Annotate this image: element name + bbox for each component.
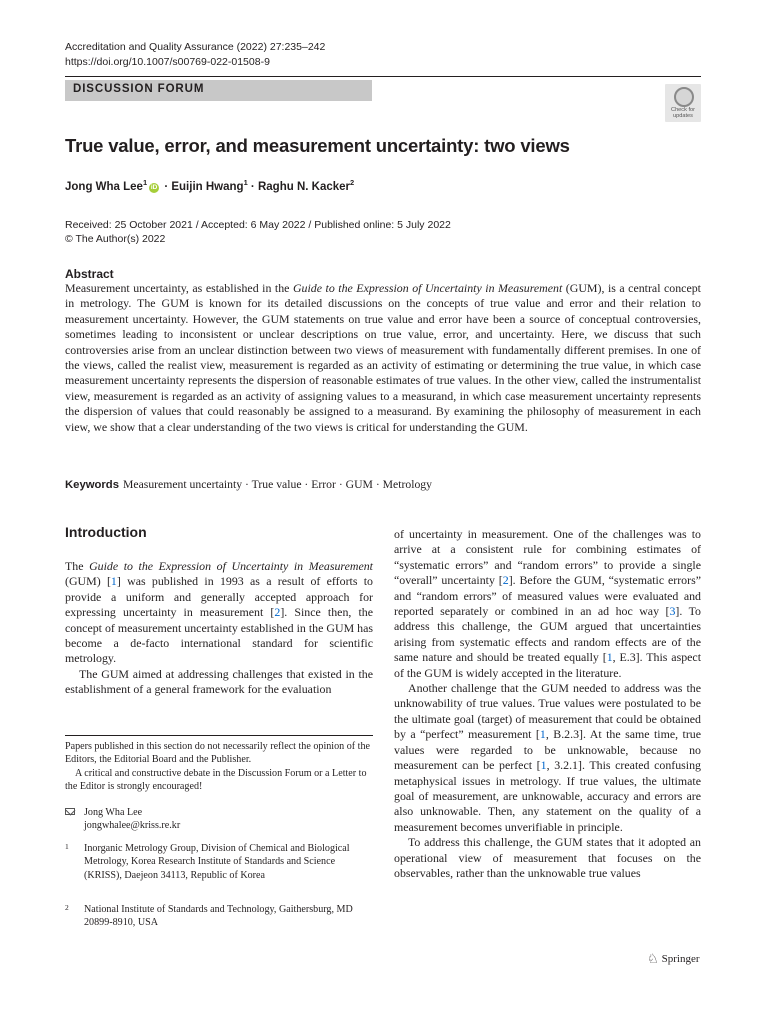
section-label: DISCUSSION FORUM	[73, 83, 205, 95]
author-name[interactable]: Euijin Hwang	[171, 180, 244, 193]
intro-paragraph	[394, 681, 701, 835]
contact-name: Jong Wha Lee	[84, 807, 143, 818]
author-name[interactable]: Raghu N. Kacker	[257, 180, 350, 193]
abstract-segment: (GUM), is a central concept in metrology. The GUM is known for its detailed discussions on the concepts of true value and error and their relation to measurement uncertainty. However, the GUM statements on true value and error have been a source of conceptual controversies, sometimes leading to inconsistent or unclear descriptions on true value, error, and uncertainty. Here, we discuss that such controversies arise from an unclear distinction between two views of measurement with fundamentally different premises. In one of the views, called the realist view, measurement is regarded as an activity of estimating or determining the true value, in which case measurement uncertainty represents the dispersion of reasonable estimates of true values. In the other view, called the instrumentalist view, measurement is regarded as an activity of assigning values to a measurand, in which case measurement uncertainty represents the dispersion of values that could reasonably be assigned to a measurand. By examining the philosophy of measurement in each view, we show that a clear understanding of the two views is critical for understanding the GUM.	[65, 281, 701, 434]
check-updates-text-2: updates	[673, 113, 693, 119]
abstract-heading: Abstract	[65, 267, 114, 281]
text-run: ]. Before the GUM, “systematic errors” and “random errors” of measured values were evaluated and reported separately or combined in an ad hoc way [	[394, 573, 701, 619]
citation-link[interactable]: 2	[502, 573, 509, 588]
intro-paragraph	[394, 835, 701, 881]
affiliation-text: National Institute of Standards and Technology, Gaithersburg, MD 20899-8910, USA	[84, 904, 353, 929]
footnote-line: Papers published in this section do not necessarily reflect the opinion of the Editors, the Editorial Board and the Publisher.	[65, 741, 370, 766]
publisher-name: Springer	[661, 953, 700, 965]
author-affiliation-mark: 1	[243, 178, 248, 187]
intro-paragraph-continued	[394, 527, 701, 681]
text-run: ]. To address this challenge, the GUM argued that uncertainties arising from systematic effects and random effects are of the same nature and should be treated equally [	[394, 604, 701, 665]
keywords-list: Measurement uncertainty · True value · Error · GUM · Metrology	[123, 478, 432, 491]
abstract-segment: Measurement uncertainty, as established in the	[65, 281, 293, 295]
journal-header	[65, 40, 325, 69]
orcid-icon[interactable]: iD	[150, 183, 158, 191]
citation-link[interactable]: 3	[669, 604, 676, 619]
intro-paragraph	[65, 667, 373, 698]
text-run: The GUM aimed at addressing challenges that existed in the establishment of a general framework for the evaluation	[65, 666, 373, 697]
keywords-heading: Keywords	[65, 479, 119, 491]
citation-link[interactable]: 1	[540, 758, 547, 773]
citation-link[interactable]: 2	[274, 605, 281, 620]
italic-text: Guide to the Expression of Uncertainty in Measurement	[89, 559, 373, 573]
section-banner	[65, 80, 372, 101]
affiliation-number: 1	[65, 842, 69, 851]
author-separator: ·	[161, 180, 172, 193]
text-run: Another challenge that the GUM needed to address was the unknowability of true values. True values were postulated to be the ultimate goal (target) of measurement that could be obtained by a “perfect” measurement [	[394, 681, 701, 742]
author-list	[65, 178, 354, 193]
affiliation-number: 2	[65, 903, 69, 912]
check-updates-text: Check for	[671, 107, 695, 113]
text-run: , 3.2.1]. This created confusing metaphysical issues in metrology. If true values, the ultimate goal of measurement, are unknowable, accuracy and errors are also unknowable. Then, any statement on the quality of a measurement becomes unverifiable in principle.	[394, 758, 702, 834]
springer-horse-icon: ♘	[647, 951, 659, 966]
text-run: , B.2.3]. At the same time, true values were regarded to be unknowable, because no measurement can be perfect [	[394, 727, 702, 773]
affiliation-text: Inorganic Metrology Group, Division of Chemical and Biological Metrology, Korea Research Institute of Standards and Science (KRISS), Daejeon 34113, Republic of Korea	[84, 843, 350, 881]
header-rule	[65, 76, 701, 77]
introduction-heading: Introduction	[65, 524, 147, 540]
copyright: © The Author(s) 2022	[65, 233, 166, 245]
text-run: of uncertainty in measurement. One of the challenges was to arrive at a consistent rule for combining estimates of “systematic errors” and “random errors” to provide a single “overall” uncertainty [	[394, 527, 701, 588]
publisher-logo	[647, 951, 700, 967]
doi-link[interactable]: https://doi.org/10.1007/s00769-022-01508-9	[65, 55, 270, 68]
date-history: Received: 25 October 2021 / Accepted: 6 May 2022 / Published online: 5 July 2022	[65, 219, 451, 231]
keywords	[65, 478, 432, 491]
citation-link[interactable]: 1	[606, 650, 613, 665]
author-separator: ·	[247, 180, 258, 193]
author-affiliation-mark: 2	[350, 178, 355, 187]
footnote-rule	[65, 735, 373, 736]
intro-paragraph	[65, 559, 373, 667]
footnote-line: A critical and constructive debate in the Discussion Forum or a Letter to the Editor is strongly encouraged!	[65, 767, 367, 793]
text-run: To address this challenge, the GUM states that it adopted an operational view of measurement that focuses on the observables, rather than the unknowable true values	[394, 835, 701, 880]
footnote	[65, 740, 373, 794]
text-run: ]. Since then, the concept of measurement uncertainty established in the GUM has become a de-facto international standard for scientific metrology.	[65, 605, 373, 666]
mail-icon	[65, 808, 75, 815]
check-updates-icon	[674, 87, 694, 107]
text-run: (GUM) [	[65, 574, 111, 589]
contact-email[interactable]: jongwhalee@kriss.re.kr	[84, 820, 181, 832]
body-column-right	[394, 527, 701, 881]
abstract-italic: Guide to the Expression of Uncertainty in Measurement	[292, 281, 563, 295]
citation-link[interactable]: 1	[539, 727, 546, 742]
journal-citation: Accreditation and Quality Assurance (2022) 27:235–242	[65, 41, 326, 53]
text-run: The	[65, 559, 90, 573]
publication-dates	[65, 218, 451, 246]
citation-link[interactable]: 1	[110, 574, 117, 589]
check-for-updates-badge[interactable]	[665, 84, 701, 122]
text-run: ] was published in 1993 as a result of efforts to provide a uniform and generally accepted approach for expressing uncertainty in measurement [	[65, 574, 373, 620]
text-run: , E.3]. This aspect of the GUM is widely accepted in the literature.	[394, 650, 702, 680]
abstract-text	[65, 281, 701, 435]
body-column-left	[65, 559, 373, 698]
author-affiliation-mark: 1	[142, 178, 148, 187]
article-title: True value, error, and measurement uncertainty: two views	[65, 135, 570, 156]
author-name[interactable]: Jong Wha Lee	[65, 180, 143, 193]
